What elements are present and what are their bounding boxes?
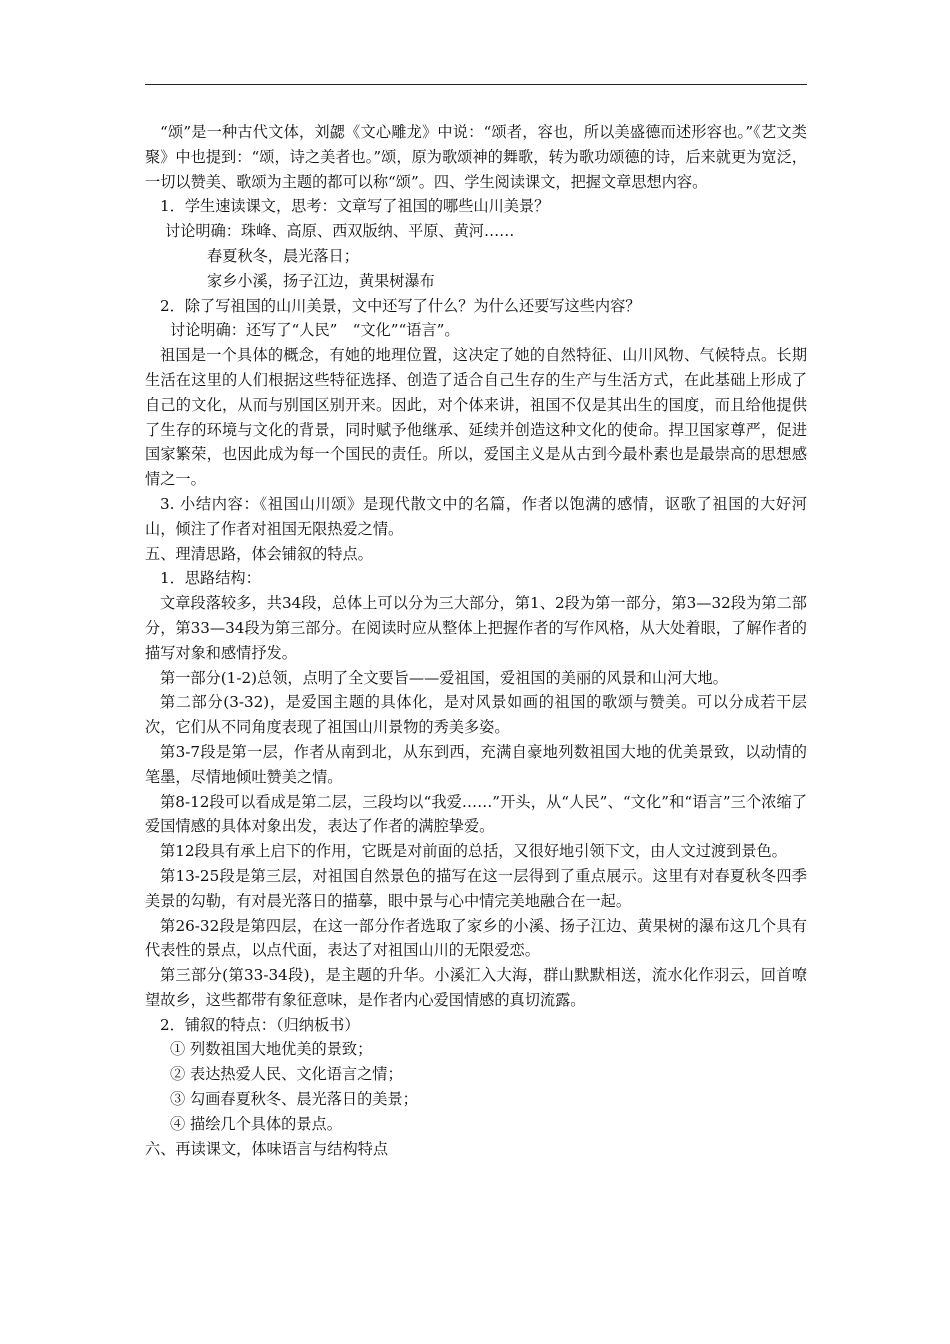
feature-item-1: ① 列数祖国大地优美的景致； [170, 1040, 373, 1059]
discussion-1-line-2: 春夏秋冬，晨光落日； [207, 246, 359, 265]
paragraph-layer-3: 第13-25段是第三层，对祖国自然景色的描写在这一层得到了重点展示。这里有对春夏秋冬四季美景的勾勒，有对晨光落日的描摹，眼中景与心中情完美地融合在一起。 [145, 866, 807, 910]
feature-item-3: ③ 勾画春夏秋冬、晨光落日的美景； [170, 1090, 418, 1109]
subheading-features: 2．铺叙的特点：（归纳板书） [160, 1015, 360, 1034]
paragraph-layer-2: 第8-12段可以看成是第二层，三段均以“我爱……”开头，从“人民”、“文化”和“语言”三个浓缩了爱国情感的具体对象出发，表达了作者的满腔挚爱。 [145, 792, 808, 836]
paragraph-structure: 文章段落较多，共34段，总体上可以分为三大部分，第1、2段为第一部分，第3—32段为第二部分，第33—34段为第三部分。在阅读时应从整体上把握作者的写作风格，从大处着眼，了解作者的描写对象和感情抒发。 [145, 594, 807, 662]
paragraph-part-2: 第二部分(3-32)，是爱国主题的具体化，是对风景如画的祖国的歌颂与赞美。可以分成若干层次，它们从不同角度表现了祖国山川景物的秀美多姿。 [145, 693, 807, 737]
paragraph-layer-4: 第26-32段是第四层，在这一部分作者选取了家乡的小溪、扬子江边、黄果树的瀑布这几个具有代表性的景点，以点代面，表达了对祖国山川的无限爱恋。 [145, 916, 807, 960]
paragraph-part-3: 第三部分(第33-34段)，是主题的升华。小溪汇入大海，群山默默相送，流水化作羽云，回首嘹望故乡，这些都带有象征意味，是作者内心爱国情感的真切流露。 [145, 966, 807, 1009]
paragraph-section-12: 第12段具有承上启下的作用，它既是对前面的总括，又很好地引领下文，由人文过渡到景色。 [160, 842, 787, 861]
discussion-2: 讨论明确：还写了“人民” “文化”“语言”。 [170, 321, 460, 340]
feature-item-4: ④ 描绘几个具体的景点。 [170, 1114, 342, 1133]
summary-3: 3. 小结内容：《祖国山川颂》是现代散文中的名篇，作者以饱满的感情，讴歌了祖国的大好河山，倾注了作者对祖国无限热爱之情。 [145, 494, 807, 538]
document-body [145, 120, 807, 1161]
header-rule [145, 84, 807, 85]
section-heading-5: 五、理清思路，体会铺叙的特点。 [145, 544, 373, 563]
subheading-structure: 1．思路结构： [160, 569, 261, 588]
paragraph-part-1: 第一部分(1-2)总领，点明了全文要旨——爱祖国，爱祖国的美丽的风景和山河大地。 [160, 668, 728, 687]
discussion-1: 讨论明确：珠峰、高原、西双版纳、平原、黄河…… [165, 222, 515, 241]
discussion-1-line-3: 家乡小溪，扬子江边，黄果树瀑布 [207, 271, 435, 290]
question-2: 2．除了写祖国的山川美景，文中还写了什么？为什么还要写这些内容？ [160, 296, 641, 315]
section-heading-6: 六、再读课文，体味语言与结构特点 [145, 1139, 388, 1158]
paragraph-layer-1: 第3-7段是第一层，作者从南到北，从东到西，充满自豪地列数祖国大地的优美景致，以动情的笔墨，尽情地倾吐赞美之情。 [145, 742, 807, 786]
paragraph-motherland: 祖国是一个具体的概念，有她的地理位置，这决定了她的自然特征、山川风物、气候特点。长期生活在这里的人们根据这些特征选择、创造了适合自己生存的生产与生活方式，在此基础上形成了自己的文化，从而与别国区别开来。因此，对个体来讲，祖国不仅是其出生的国度，而且给他提供了生存的环境与文化的背景，同时赋予他继承、延续并创造这种文化的使命。捍卫国家尊严，促进国家繁荣，也因此成为每一个国民的责任。所以，爱国主义是从古到今最朴素也是最崇高的思想感情之一。 [145, 346, 807, 489]
feature-item-2: ② 表达热爱人民、文化语言之情； [170, 1065, 403, 1084]
question-1: 1．学生速读课文，思考：文章写了祖国的哪些山川美景？ [160, 197, 550, 216]
paragraph-intro-song: “颂”是一种古代文体，刘勰《文心雕龙》中说：“颂者，容也，所以美盛德而述形容也。”《艺文类聚》中也提到：“颂，诗之美者也。”颂，原为歌颂神的舞歌，转为歌功颂德的诗，后来就更为宽泛，一切以赞美、歌颂为主题的都可以称“颂”。四、学生阅读课文，把握文章思想内容。 [145, 123, 807, 191]
